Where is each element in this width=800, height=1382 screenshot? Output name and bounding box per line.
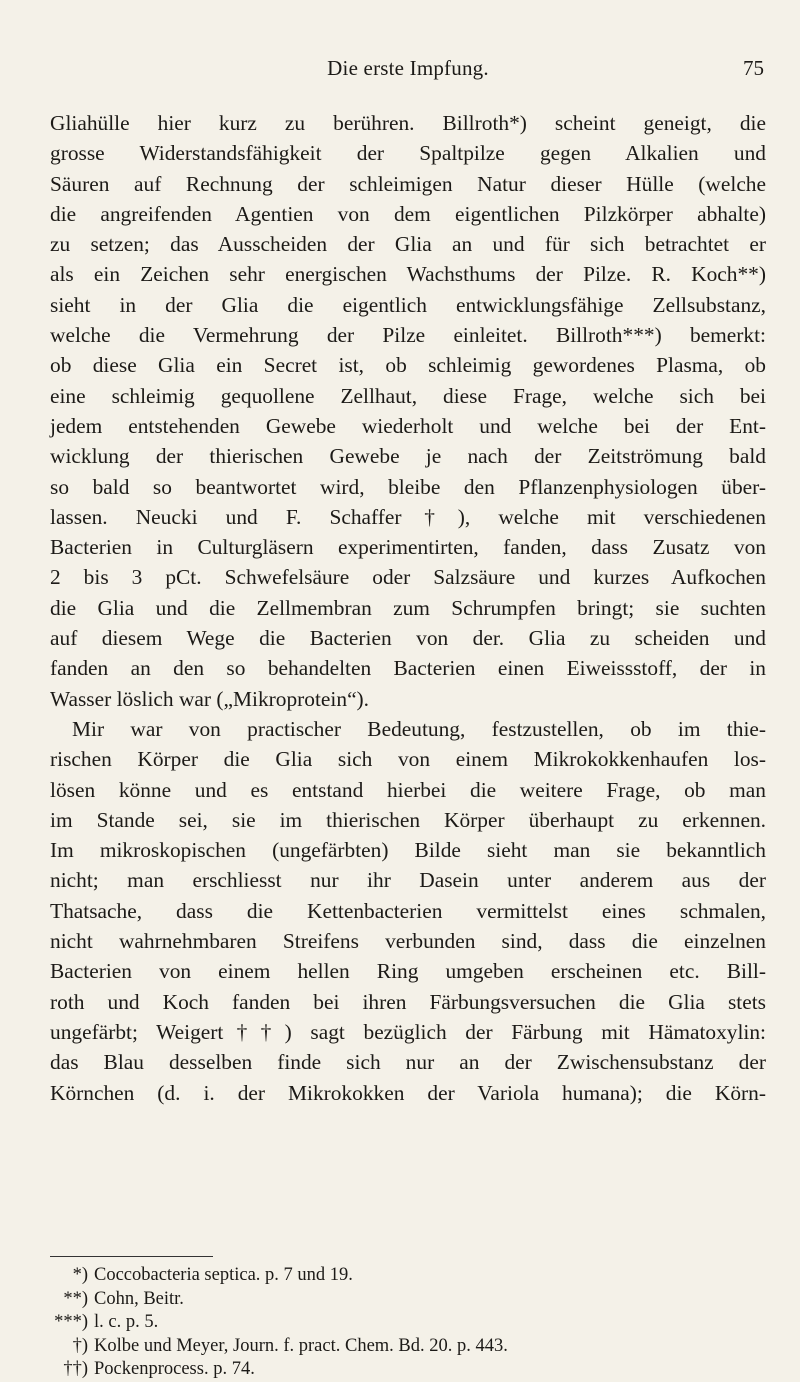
footnote-mark: ††) bbox=[63, 1359, 88, 1379]
footnote-text: Kolbe und Meyer, Journ. f. pract. Chem. Bd. 20. p. 443. bbox=[94, 1335, 508, 1356]
footnote bbox=[50, 1288, 508, 1312]
page-header bbox=[50, 50, 766, 84]
footnote-mark: ***) bbox=[54, 1312, 88, 1332]
footnotes bbox=[50, 1264, 508, 1382]
text-line: als ein Zeichen sehr energischen Wachsthums der Pilze. R. Koch**) bbox=[50, 262, 766, 287]
footnote-divider bbox=[50, 1256, 213, 1257]
text-line: Körnchen (d. i. der Mikrokokken der Variola humana); die Körn- bbox=[50, 1080, 766, 1105]
text-line: nicht wahrnehmbaren Streifens verbunden sind, dass die einzelnen bbox=[50, 929, 766, 954]
text-line: Mir war von practischer Bedeutung, festzustellen, ob im thie- bbox=[72, 716, 766, 741]
page-number: 75 bbox=[743, 56, 764, 80]
text-line: Im mikroskopischen (ungefärbten) Bilde sieht man sie bekanntlich bbox=[50, 838, 766, 863]
body-text bbox=[50, 108, 766, 1108]
text-line: grosse Widerstandsfähigkeit der Spaltpilze gegen Alkalien und bbox=[50, 141, 766, 166]
footnote-text: l. c. p. 5. bbox=[94, 1312, 159, 1332]
footnote-mark: †) bbox=[72, 1335, 88, 1356]
text-line: zu setzen; das Ausscheiden der Glia an und für sich betrachtet er bbox=[50, 232, 766, 257]
footnote-text: Coccobacteria septica. p. 7 und 19. bbox=[94, 1265, 353, 1285]
text-line: roth und Koch fanden bei ihren Färbungsversuchen die Glia stets bbox=[50, 989, 766, 1014]
text-line: welche die Vermehrung der Pilze einleitet. Billroth***) bemerkt: bbox=[50, 323, 766, 348]
text-line: Gliahülle hier kurz zu berühren. Billroth*) scheint geneigt, die bbox=[50, 111, 766, 135]
text-line: sieht in der Glia die eigentlich entwicklungsfähige Zellsubstanz, bbox=[50, 292, 766, 317]
text-line: Bacterien in Culturgläsern experimentirten, fanden, dass Zusatz von bbox=[50, 535, 766, 560]
text-line: so bald so beantwortet wird, bleibe den Pflanzenphysiologen über- bbox=[50, 474, 766, 499]
footnote bbox=[50, 1264, 508, 1288]
text-line: eine schleimig gequollene Zellhaut, diese Frage, welche sich bei bbox=[50, 383, 766, 408]
text-line: rischen Körper die Glia sich von einem Mikrokokkenhaufen los- bbox=[50, 747, 766, 772]
text-line: Thatsache, dass die Kettenbacterien vermittelst eines schmalen, bbox=[50, 898, 766, 923]
text-line: die angreifenden Agentien von dem eigentlichen Pilzkörper abhalte) bbox=[50, 201, 766, 226]
text-line: ob diese Glia ein Secret ist, ob schleimig gewordenes Plasma, ob bbox=[50, 353, 766, 378]
footnote bbox=[50, 1358, 508, 1382]
footnote-text: Pockenprocess. p. 74. bbox=[94, 1359, 255, 1379]
footnote bbox=[50, 1335, 508, 1359]
footnote-mark: **) bbox=[63, 1288, 88, 1309]
text-line: nicht; man erschliesst nur ihr Dasein unter anderem aus der bbox=[50, 868, 766, 893]
running-title: Die erste Impfung. bbox=[327, 56, 489, 80]
text-line: im Stande sei, sie im thierischen Körper überhaupt zu erkennen. bbox=[50, 807, 766, 832]
footnote bbox=[50, 1311, 508, 1335]
text-line: ungefärbt; Weigert††) sagt bezüglich der Färbung mit Hämatoxylin: bbox=[50, 1019, 766, 1044]
footnote-mark: *) bbox=[72, 1265, 88, 1285]
text-line: jedem entstehenden Gewebe wiederholt und welche bei der Ent- bbox=[50, 413, 766, 438]
text-line: die Glia und die Zellmembran zum Schrumpfen bringt; sie suchten bbox=[50, 595, 766, 620]
text-line: auf diesem Wege die Bacterien von der. Glia zu scheiden und bbox=[50, 626, 766, 651]
footnote-text: Cohn, Beitr. bbox=[94, 1288, 184, 1309]
text-line: das Blau desselben finde sich nur an der Zwischensubstanz der bbox=[50, 1050, 766, 1075]
text-line: Wasser löslich war („Mikroprotein“). bbox=[50, 686, 370, 711]
text-line: 2 bis 3 pCt. Schwefelsäure oder Salzsäure und kurzes Aufkochen bbox=[50, 565, 766, 590]
text-line: lösen könne und es entstand hierbei die weitere Frage, ob man bbox=[50, 777, 766, 802]
text-line: wicklung der thierischen Gewebe je nach der Zeitströmung bald bbox=[50, 444, 766, 469]
text-line: fanden an den so behandelten Bacterien einen Eiweissstoff, der in bbox=[50, 656, 766, 681]
text-line: Bacterien von einem hellen Ring umgeben erscheinen etc. Bill- bbox=[50, 959, 766, 984]
text-line: lassen. Neucki und F. Schaffer†), welche mit verschiedenen bbox=[50, 504, 766, 529]
text-line: Säuren auf Rechnung der schleimigen Natur dieser Hülle (welche bbox=[50, 171, 766, 196]
